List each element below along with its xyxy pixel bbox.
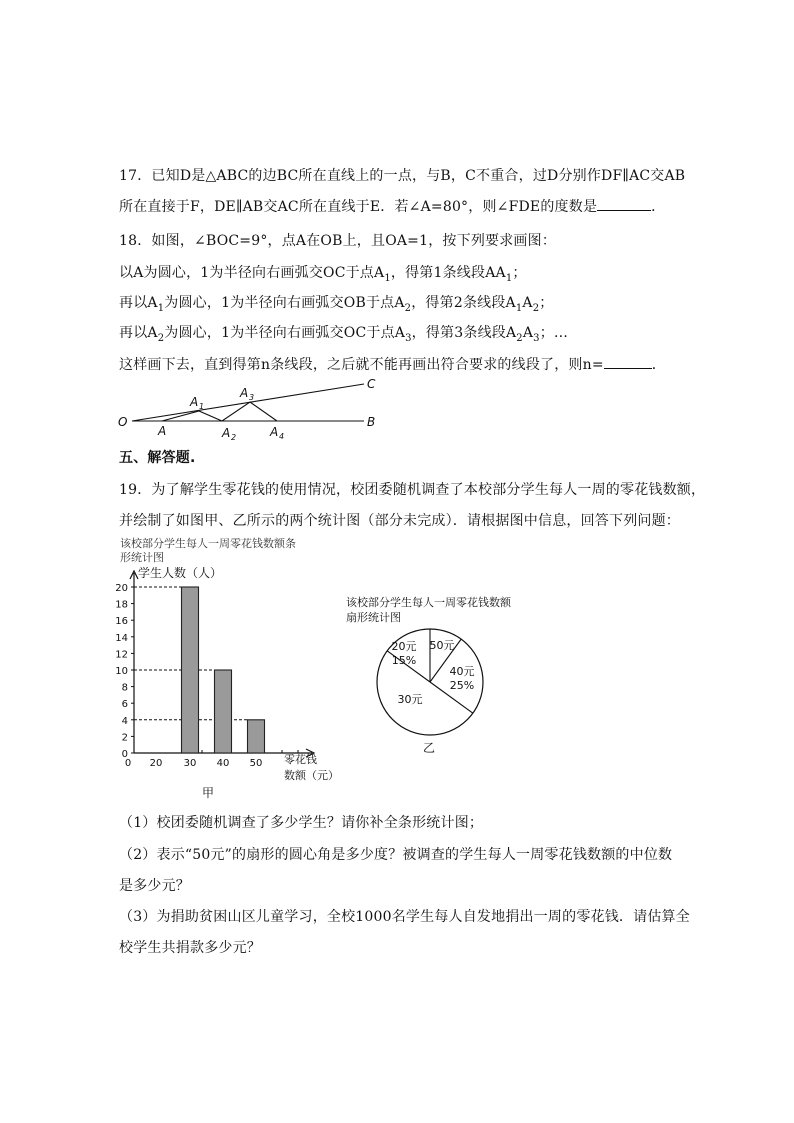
label-a1-sub: 1 — [199, 402, 205, 411]
y-tick-label: 16 — [115, 616, 128, 628]
q18-line5 — [119, 354, 666, 374]
q18-line4-s1: 2 — [157, 332, 165, 344]
slice-percent: 15% — [391, 654, 417, 667]
bar-chart-xlabel-2: 数额（元） — [284, 769, 339, 782]
x-tick-label: 0 — [124, 758, 132, 769]
bar-40 — [215, 670, 232, 753]
y-tick-label: 6 — [121, 699, 128, 711]
q18-line2 — [119, 262, 527, 284]
y-tick-label: 14 — [115, 632, 128, 644]
q18-line4 — [119, 322, 568, 344]
bar-chart-title-1: 该校部分学生每人一周零花钱数额条 — [120, 537, 296, 550]
q19-line2: 并绘制了如图甲、乙所示的两个统计图（部分未完成）．请根据图中信息，回答下列问题： — [119, 513, 680, 529]
q18-line2-s3: 1 — [505, 272, 513, 284]
label-a3: A — [240, 386, 249, 400]
label-a2: A — [222, 426, 231, 440]
label-o: O — [118, 415, 128, 429]
q18-line4-t0: 再以A — [119, 325, 158, 341]
q18-line5-text: 这样画下去，直到得第n条线段，之后就不能再画出符合要求的线段了，则n= — [119, 357, 604, 373]
q19-line1: 19．为了解学生零花钱的使用情况，校团委随机调查了本校部分学生每人一周的零花钱数额， — [119, 482, 706, 498]
q18-line3-t0: 再以A — [119, 295, 158, 311]
q19-sub2-line2: 是多少元？ — [119, 878, 190, 894]
slice-label: 30元 — [397, 693, 423, 706]
pie-chart-caption: 乙 — [423, 741, 436, 755]
y-tick-label: 10 — [115, 666, 128, 677]
q17-line2-end: ． — [651, 199, 666, 215]
q18-line2-t4: ； — [512, 265, 527, 281]
x-tick-label: 40 — [216, 758, 230, 769]
label-a2-sub: 2 — [231, 433, 237, 440]
label-a3-sub: 3 — [249, 393, 255, 402]
label-a1: A — [190, 395, 199, 409]
q18-line4-t8: ；… — [539, 325, 569, 341]
q19-sub3-line1: （3）为捐助贫困山区儿童学习，全校1000名学生每人自发地捐出一周的零花钱．请估算全 — [119, 909, 690, 925]
q18-line2-t2: ，得第1条线段AA — [390, 265, 506, 281]
q17-line2-text: 所在直接于F，DE∥AB交AC所在直线于E．若∠A=80°，则∠FDE的度数是 — [119, 199, 598, 215]
label-a4-sub: 4 — [279, 432, 285, 440]
q18-line4-s3: 3 — [405, 332, 412, 344]
pie-chart — [338, 594, 538, 764]
y-tick-label: 4 — [121, 715, 128, 727]
y-tick-label: 18 — [115, 599, 128, 611]
slice-label: 40元 — [449, 665, 475, 678]
label-c: C — [367, 377, 376, 391]
pie-chart-title-2: 扇形统计图 — [346, 611, 401, 624]
q18-line4-s5: 2 — [516, 332, 523, 344]
label-a: A — [158, 424, 167, 438]
q18-line4-t4: ，得第3条线段A — [411, 325, 517, 341]
y-tick-label: 2 — [121, 732, 128, 744]
q18-line5-end: ． — [651, 357, 666, 373]
q18-line2-t0: 以A为圆心，1为半径向右画弧交OC于点A — [119, 265, 385, 281]
q18-line3-t4: ，得第2条线段A — [411, 295, 516, 311]
x-tick-label: 20 — [149, 758, 163, 769]
bar-50 — [248, 720, 265, 753]
bar-30 — [182, 587, 199, 753]
q18-line3-t6: A — [522, 295, 533, 311]
q18-line4-t6: A — [522, 325, 534, 341]
q18-line1: 18．如图，∠BOC=9°，点A在OB上，且OA=1，按下列要求画图： — [119, 233, 557, 249]
pie-marks — [377, 629, 483, 735]
q17-line1: 17．已知D是△ABC的边BC所在直线上的一点，与B，C不重合，过D分别作DF∥AC交AB — [119, 168, 686, 184]
q18-line3-s5: 1 — [515, 302, 523, 314]
q18-figure — [112, 374, 392, 440]
q18-line3-s1: 1 — [157, 302, 165, 314]
slice-percent: 25% — [449, 679, 475, 692]
q18-line3 — [119, 292, 554, 314]
q18-line4-s7: 3 — [533, 332, 540, 344]
q18-answer-blank — [604, 356, 652, 369]
q18-line3-t8: ； — [539, 295, 554, 311]
q17-line2 — [119, 196, 665, 216]
x-tick-label: 30 — [183, 758, 197, 769]
bar-chart-title-2: 形统计图 — [120, 551, 164, 564]
q19-sub2-line1: （2）表示“50元”的扇形的圆心角是多少度？被调查的学生每人一周零花钱数额的中位数 — [119, 847, 673, 863]
segments-path — [162, 402, 277, 421]
q19-sub1: （1）校团委随机调查了多少学生？请你补全条形统计图； — [119, 815, 484, 831]
q18-line3-s7: 2 — [532, 302, 540, 314]
pie-chart-title-1: 该校部分学生每人一周零花钱数额 — [346, 596, 511, 609]
y-tick-label: 0 — [121, 749, 128, 760]
q19-sub3-line2: 校学生共捐款多少元？ — [119, 940, 261, 956]
slice-label: 20元 — [391, 640, 417, 653]
label-b: B — [367, 415, 376, 429]
q18-line2-s1: 1 — [384, 272, 391, 284]
q18-line3-s3: 2 — [404, 302, 412, 314]
q17-answer-blank — [597, 198, 651, 211]
y-tick-label: 8 — [121, 682, 128, 694]
q18-line4-t2: 为圆心，1为半径向右画弧交OC于点A — [164, 325, 406, 341]
bar-chart-caption: 甲 — [202, 786, 215, 800]
q18-line3-t2: 为圆心，1为半径向右画弧交OB于点A — [164, 295, 405, 311]
bar-chart-ylabel: 学生人数（人） — [138, 566, 223, 580]
label-a4: A — [270, 425, 279, 439]
y-tick-label: 20 — [115, 583, 128, 594]
slice-label: 50元 — [429, 639, 455, 652]
y-tick-label: 12 — [115, 649, 128, 661]
section-title: 五、解答题. — [119, 450, 196, 466]
bar-chart-xlabel-1: 零花钱 — [284, 753, 317, 766]
x-tick-label: 50 — [249, 758, 263, 769]
